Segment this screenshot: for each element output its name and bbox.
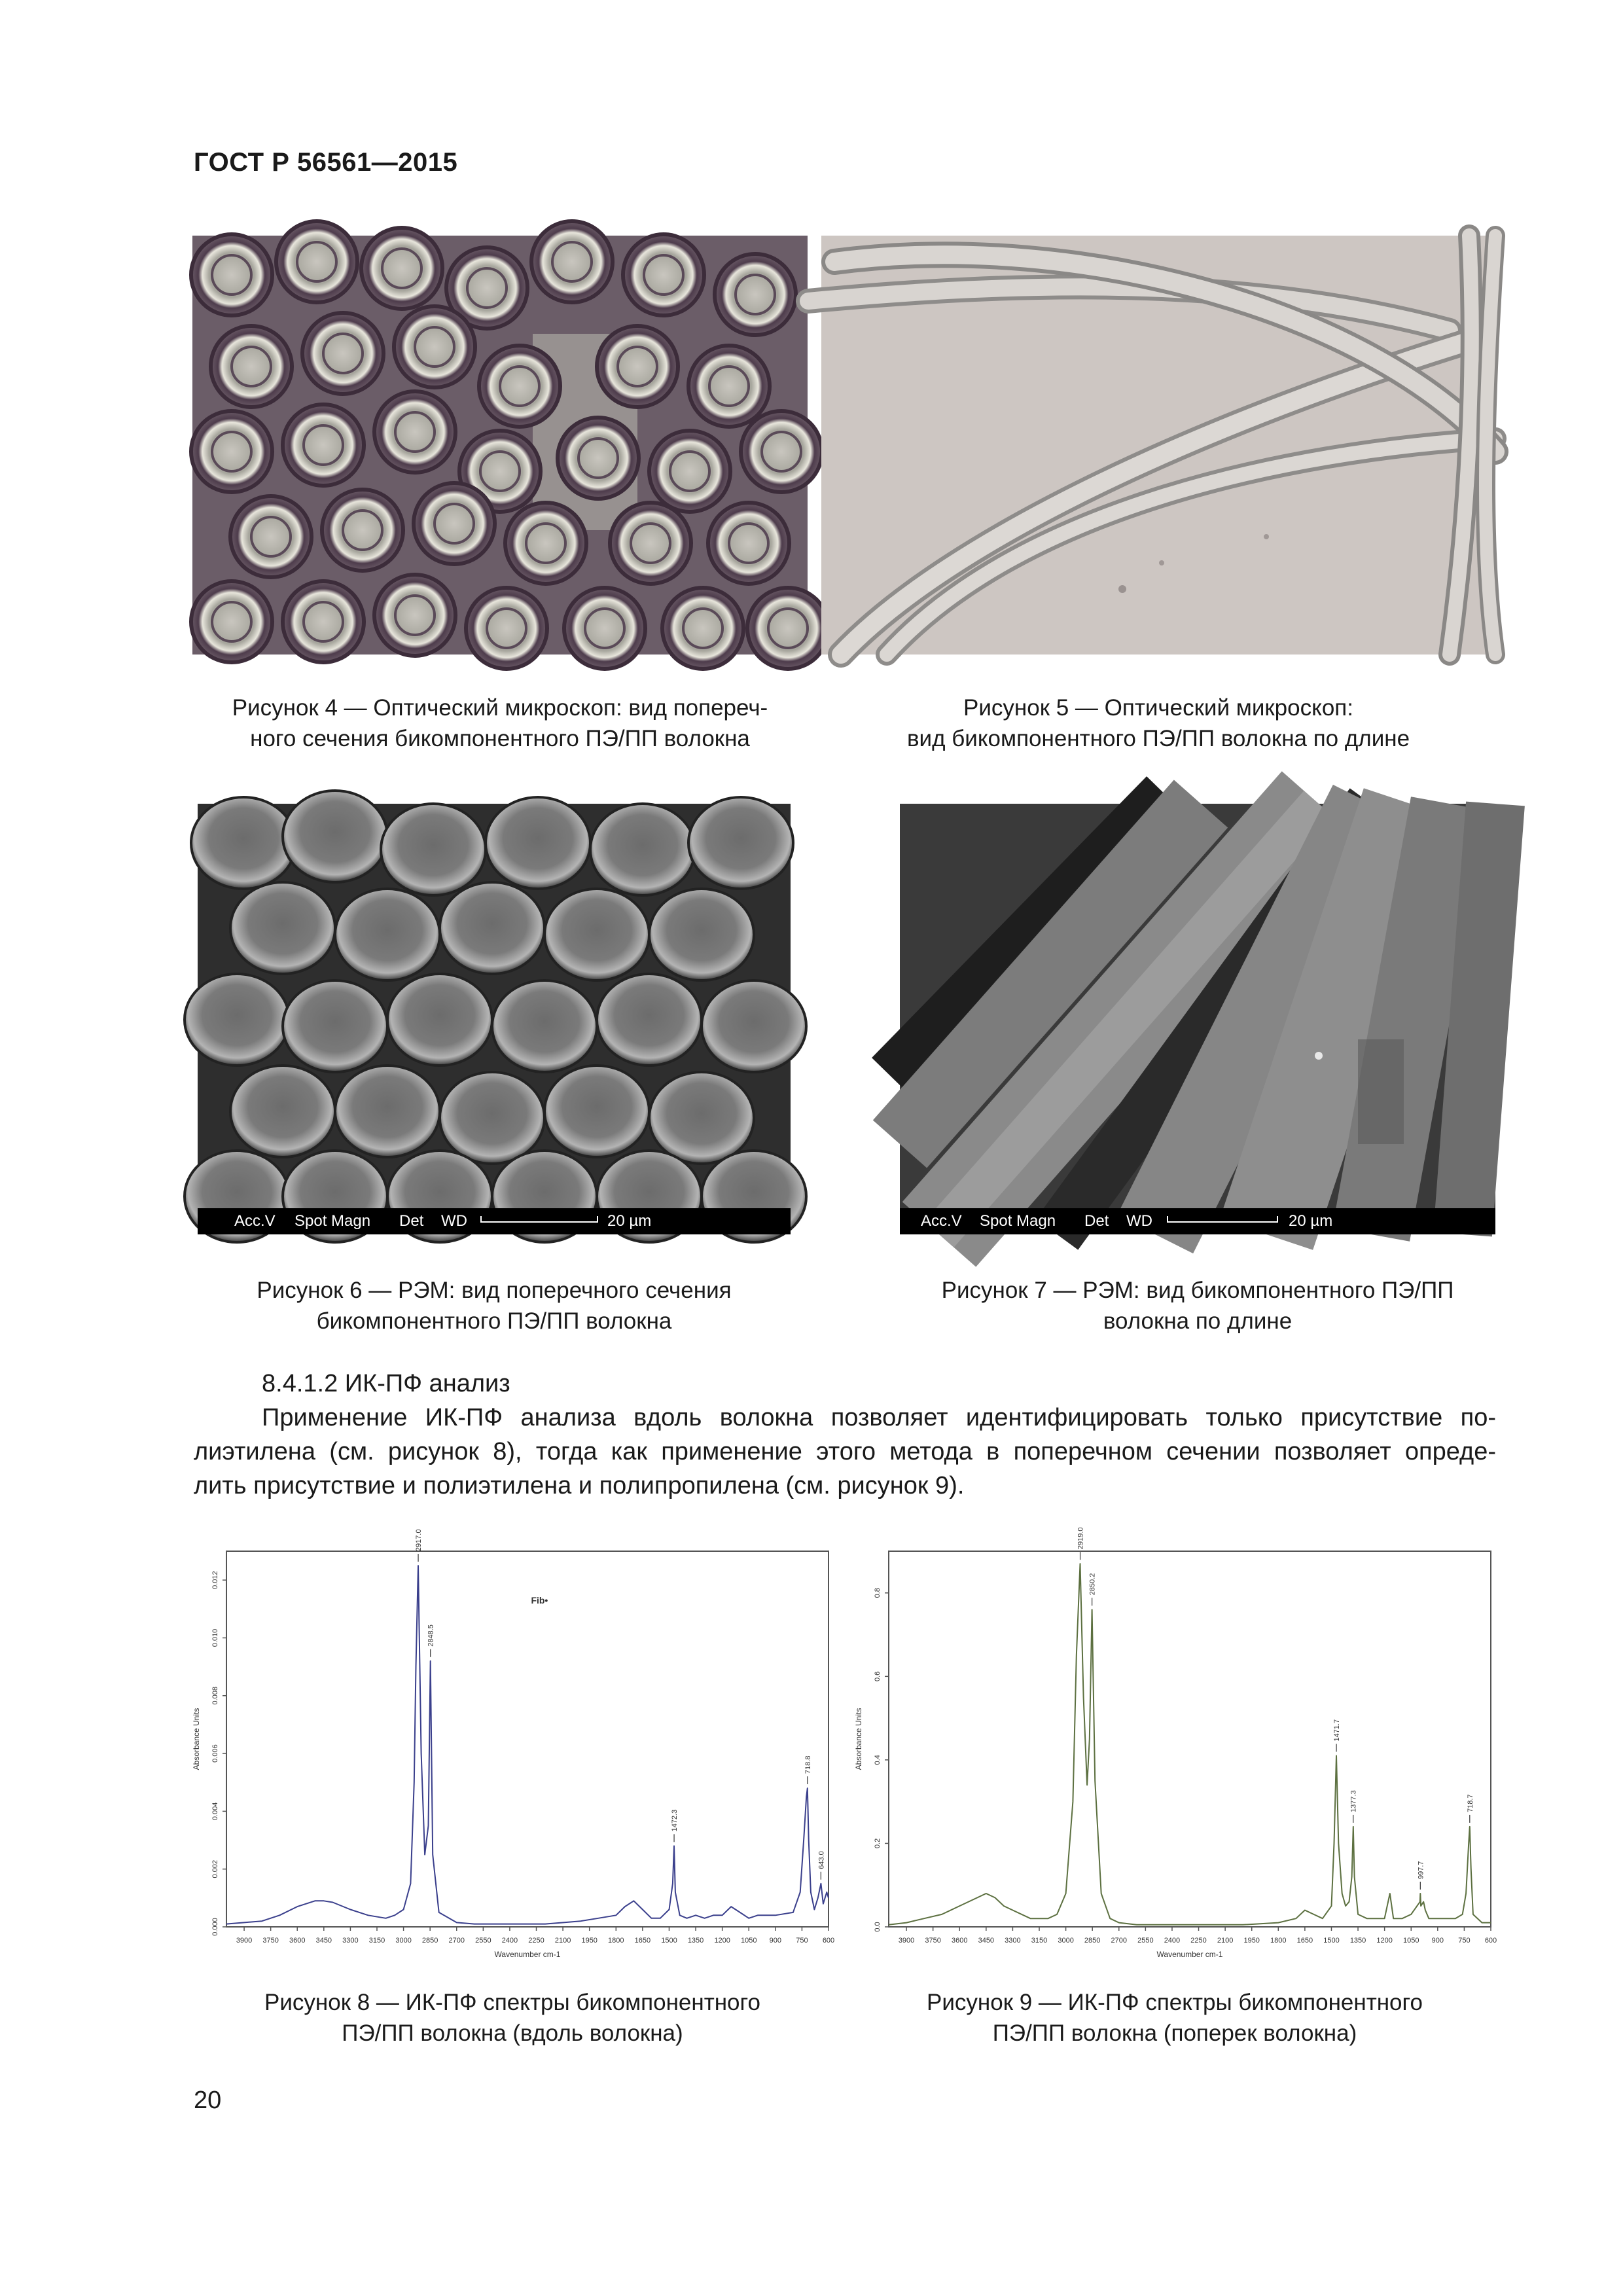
- paragraph-line2: лиэтилена (см. рисунок 8), тогда как применение этого метода в поперечном сечении позволяет опреде-: [194, 1438, 1496, 1465]
- fiber-ring: [414, 483, 495, 564]
- x-tick-label: 1800: [608, 1937, 624, 1945]
- x-tick-label: 3600: [289, 1937, 306, 1945]
- peak-label: 718.7: [1466, 1794, 1474, 1812]
- fiber-ring: [623, 234, 704, 315]
- fiber-ring: [230, 496, 312, 577]
- figure-4-image: [192, 236, 808, 655]
- paragraph-line3: лить присутствие и полиэтилена и полипропилена (см. рисунок 9).: [194, 1472, 965, 1499]
- y-tick-label: 0.002: [211, 1859, 219, 1878]
- fiber-cell: [597, 974, 702, 1066]
- x-tick-label: 2100: [554, 1937, 571, 1945]
- page-number: 20: [194, 2087, 222, 2114]
- x-tick-label: 750: [796, 1937, 808, 1945]
- figure-4-caption-line1: Рисунок 4 — Оптический микроскоп: вид попереч-: [232, 695, 768, 721]
- fiber-cell: [440, 882, 544, 974]
- x-tick-label: 1050: [740, 1937, 757, 1945]
- chart-title: Fib•: [531, 1595, 548, 1605]
- fiber-ring: [708, 503, 789, 584]
- fiber-ring: [741, 411, 822, 492]
- x-tick-label: 3600: [951, 1937, 968, 1945]
- fiber-cell: [191, 797, 296, 889]
- x-tick-label: 3750: [262, 1937, 279, 1945]
- figure-8-chart: [188, 1529, 836, 1966]
- x-axis-label: Wavenumber cm-1: [1156, 1950, 1223, 1959]
- x-tick-label: 2850: [421, 1937, 438, 1945]
- fiber-ring: [322, 490, 403, 571]
- figure-6-image: [198, 804, 791, 1234]
- fiber-cell: [544, 1066, 649, 1157]
- x-tick-label: 1050: [1402, 1937, 1419, 1945]
- figure-8-caption-line1: Рисунок 8 — ИК-ПФ спектры бикомпонентного: [264, 1990, 760, 2015]
- fiber-ring: [276, 221, 357, 302]
- y-tick-label: 0.4: [874, 1755, 882, 1765]
- figure-7-caption: [900, 1275, 1495, 1336]
- peak-label: 2848.5: [427, 1624, 435, 1647]
- databar-scale: 20 µm: [1289, 1212, 1333, 1230]
- x-tick-label: 1800: [1270, 1937, 1287, 1945]
- fiber-cross-section-micrograph: [192, 236, 808, 655]
- y-tick-label: 0.2: [874, 1838, 882, 1849]
- x-tick-label: 1650: [634, 1937, 651, 1945]
- x-tick-label: 3750: [925, 1937, 941, 1945]
- x-tick-label: 2250: [528, 1937, 544, 1945]
- figure-7-caption-line1: Рисунок 7 — РЭМ: вид бикомпонентного ПЭ/ПП: [941, 1278, 1454, 1303]
- databar-wd: WD: [1126, 1212, 1152, 1230]
- peak-label: 718.8: [804, 1755, 812, 1774]
- section-heading: 8.4.1.2 ИК-ПФ анализ: [262, 1370, 510, 1397]
- x-tick-label: 3000: [1058, 1937, 1074, 1945]
- x-tick-label: 3450: [315, 1937, 332, 1945]
- x-tick-label: 1200: [1376, 1937, 1393, 1945]
- x-tick-label: 2400: [501, 1937, 518, 1945]
- y-tick-label: 0.8: [874, 1588, 882, 1598]
- y-tick-label: 0.6: [874, 1671, 882, 1681]
- y-axis-label: Absorbance Units: [192, 1708, 201, 1770]
- x-tick-label: 2550: [475, 1937, 491, 1945]
- peak-label: 1471.7: [1333, 1719, 1342, 1742]
- figure-5-caption: [821, 692, 1495, 754]
- x-tick-label: 2700: [1111, 1937, 1128, 1945]
- fiber-ring: [302, 313, 383, 394]
- figure-7-image: [900, 804, 1495, 1234]
- databar-spot-magn: Spot Magn: [294, 1212, 371, 1230]
- fiber-cell: [185, 974, 289, 1066]
- databar-det: Det: [399, 1212, 424, 1230]
- databar-scale: 20 µm: [607, 1212, 652, 1230]
- x-tick-label: 3150: [1031, 1937, 1048, 1945]
- x-tick-label: 1950: [581, 1937, 597, 1945]
- scale-bar: [1167, 1216, 1278, 1223]
- fiber-ring: [564, 588, 645, 669]
- peak-label: 997.7: [1417, 1861, 1425, 1879]
- peak-label: 2917.0: [415, 1529, 423, 1552]
- peak-label: 2919.0: [1077, 1527, 1085, 1550]
- fiber-cell: [688, 797, 793, 889]
- fiber-ring: [394, 306, 475, 387]
- fiber-cell: [649, 889, 754, 980]
- y-tick-label: 0.012: [211, 1571, 219, 1589]
- fiber-ring: [374, 575, 455, 656]
- x-tick-label: 900: [1431, 1937, 1444, 1945]
- fiber-ring: [283, 404, 364, 486]
- x-tick-label: 3150: [368, 1937, 385, 1945]
- peak-label: 1377.3: [1349, 1790, 1358, 1812]
- fiber-cell: [387, 974, 492, 1066]
- fiber-ring: [531, 221, 613, 302]
- figure-4-caption: [192, 692, 808, 754]
- figure-9-caption-line2: ПЭ/ПП волокна (поперек волокна): [992, 2020, 1357, 2046]
- figure-7-caption-line2: волокна по длине: [1103, 1308, 1293, 1334]
- y-tick-label: 0.010: [211, 1628, 219, 1647]
- databar-accv: Acc.V: [234, 1212, 276, 1230]
- x-axis-label: Wavenumber cm-1: [494, 1950, 561, 1959]
- sem-length-micrograph: [900, 804, 1495, 1234]
- figure-5-caption-line2: вид бикомпонентного ПЭ/ПП волокна по длине: [906, 726, 1410, 751]
- x-tick-label: 1350: [1349, 1937, 1366, 1945]
- y-axis-label: Absorbance Units: [854, 1708, 863, 1770]
- plot-frame: [889, 1551, 1491, 1927]
- fiber-ring: [715, 254, 796, 335]
- x-tick-label: 1500: [661, 1937, 677, 1945]
- figure-9-caption-line1: Рисунок 9 — ИК-ПФ спектры бикомпонентного: [927, 1990, 1423, 2015]
- spectrum-line: [226, 1566, 829, 1924]
- fiber-ring: [479, 346, 560, 427]
- fiber-ring: [597, 326, 678, 407]
- x-tick-label: 2400: [1164, 1937, 1181, 1945]
- y-tick-label: 0.0: [874, 1922, 882, 1932]
- figure-9-chart: [851, 1527, 1499, 1966]
- fiber-ring: [283, 581, 364, 662]
- fiber-cell: [335, 889, 440, 980]
- scale-bar: [480, 1216, 598, 1223]
- fiber-ring: [610, 503, 691, 584]
- fiber-ring: [191, 234, 272, 315]
- y-tick-label: 0.000: [211, 1918, 219, 1936]
- x-tick-label: 1950: [1243, 1937, 1260, 1945]
- x-tick-label: 900: [769, 1937, 782, 1945]
- databar-wd: WD: [441, 1212, 467, 1230]
- x-tick-label: 3900: [236, 1937, 253, 1945]
- x-tick-label: 2850: [1084, 1937, 1101, 1945]
- ir-spectrum-across-fiber: [851, 1527, 1499, 1966]
- x-tick-label: 3000: [395, 1937, 412, 1945]
- y-tick-label: 0.006: [211, 1744, 219, 1763]
- fiber-ring: [466, 588, 547, 669]
- fiber-cell: [590, 804, 695, 895]
- plot-frame: [226, 1551, 829, 1927]
- fiber-cell: [283, 980, 387, 1072]
- x-tick-label: 750: [1458, 1937, 1471, 1945]
- peak-label: 643.0: [817, 1851, 826, 1869]
- x-tick-label: 3300: [1005, 1937, 1021, 1945]
- fiber-ring: [649, 431, 730, 512]
- figure-8-caption-line2: ПЭ/ПП волокна (вдоль волокна): [342, 2020, 683, 2046]
- x-tick-label: 600: [822, 1937, 835, 1945]
- figure-6-caption-line1: Рисунок 6 — РЭМ: вид поперечного сечения: [257, 1278, 732, 1303]
- x-tick-label: 1500: [1323, 1937, 1340, 1945]
- fiber-cell: [440, 1072, 544, 1164]
- figure-9-caption: [851, 1987, 1499, 2049]
- fiber-cell: [230, 1066, 335, 1157]
- fiber-length-micrograph: [821, 236, 1495, 655]
- figure-8-caption: [188, 1987, 836, 2049]
- y-tick-label: 0.004: [211, 1802, 219, 1821]
- fiber-cell: [649, 1072, 754, 1164]
- x-tick-label: 2250: [1190, 1937, 1207, 1945]
- standard-header: ГОСТ Р 56561—2015: [194, 148, 458, 177]
- ir-spectrum-along-fiber: [188, 1529, 836, 1966]
- fiber-ring: [558, 418, 639, 499]
- section-paragraph: [194, 1401, 1496, 1503]
- fiber-cell: [492, 980, 597, 1072]
- fiber-ring: [191, 581, 272, 662]
- peak-label: 1472.3: [671, 1809, 679, 1832]
- fiber-cell: [544, 889, 649, 980]
- fiber-ring: [374, 391, 455, 473]
- databar-accv: Acc.V: [921, 1212, 962, 1230]
- fiber-cell: [702, 980, 806, 1072]
- figure-4-caption-line2: ного сечения бикомпонентного ПЭ/ПП волокна: [250, 726, 750, 751]
- figure-6-caption: [198, 1275, 791, 1336]
- fiber-cell: [381, 804, 486, 895]
- x-tick-label: 3300: [342, 1937, 359, 1945]
- x-tick-label: 3450: [978, 1937, 995, 1945]
- figure-6-caption-line2: бикомпонентного ПЭ/ПП волокна: [316, 1308, 672, 1334]
- figure-5-caption-line1: Рисунок 5 — Оптический микроскоп:: [963, 695, 1353, 721]
- fiber-ring: [361, 228, 442, 309]
- databar-det: Det: [1084, 1212, 1109, 1230]
- peak-label: 2850.2: [1088, 1573, 1097, 1596]
- x-tick-label: 1350: [687, 1937, 704, 1945]
- figure-5-image: [821, 236, 1495, 655]
- fiber-cell: [283, 791, 387, 882]
- x-tick-label: 2550: [1137, 1937, 1154, 1945]
- fiber-ring: [662, 588, 743, 669]
- x-tick-label: 1650: [1296, 1937, 1313, 1945]
- databar-spot-magn: Spot Magn: [980, 1212, 1056, 1230]
- sem-cross-section-micrograph: [198, 804, 791, 1234]
- fiber-cell: [335, 1066, 440, 1157]
- x-tick-label: 3900: [898, 1937, 915, 1945]
- sem-databar: [900, 1208, 1495, 1234]
- x-tick-label: 1200: [714, 1937, 730, 1945]
- fiber-ring: [211, 326, 292, 407]
- fiber-ring: [505, 503, 586, 584]
- x-tick-label: 600: [1484, 1937, 1497, 1945]
- paragraph-line1: Применение ИК-ПФ анализа вдоль волокна позволяет идентифицировать только присутствие по-: [262, 1404, 1496, 1431]
- fiber-ring: [191, 411, 272, 492]
- y-tick-label: 0.008: [211, 1687, 219, 1705]
- fiber-cell: [486, 797, 590, 889]
- sem-databar: [198, 1208, 791, 1234]
- fiber-cell: [230, 882, 335, 974]
- fiber-ring: [688, 346, 770, 427]
- x-tick-label: 2100: [1217, 1937, 1234, 1945]
- fiber-ring: [747, 588, 829, 669]
- spectrum-line: [889, 1564, 1491, 1925]
- x-tick-label: 2700: [448, 1937, 465, 1945]
